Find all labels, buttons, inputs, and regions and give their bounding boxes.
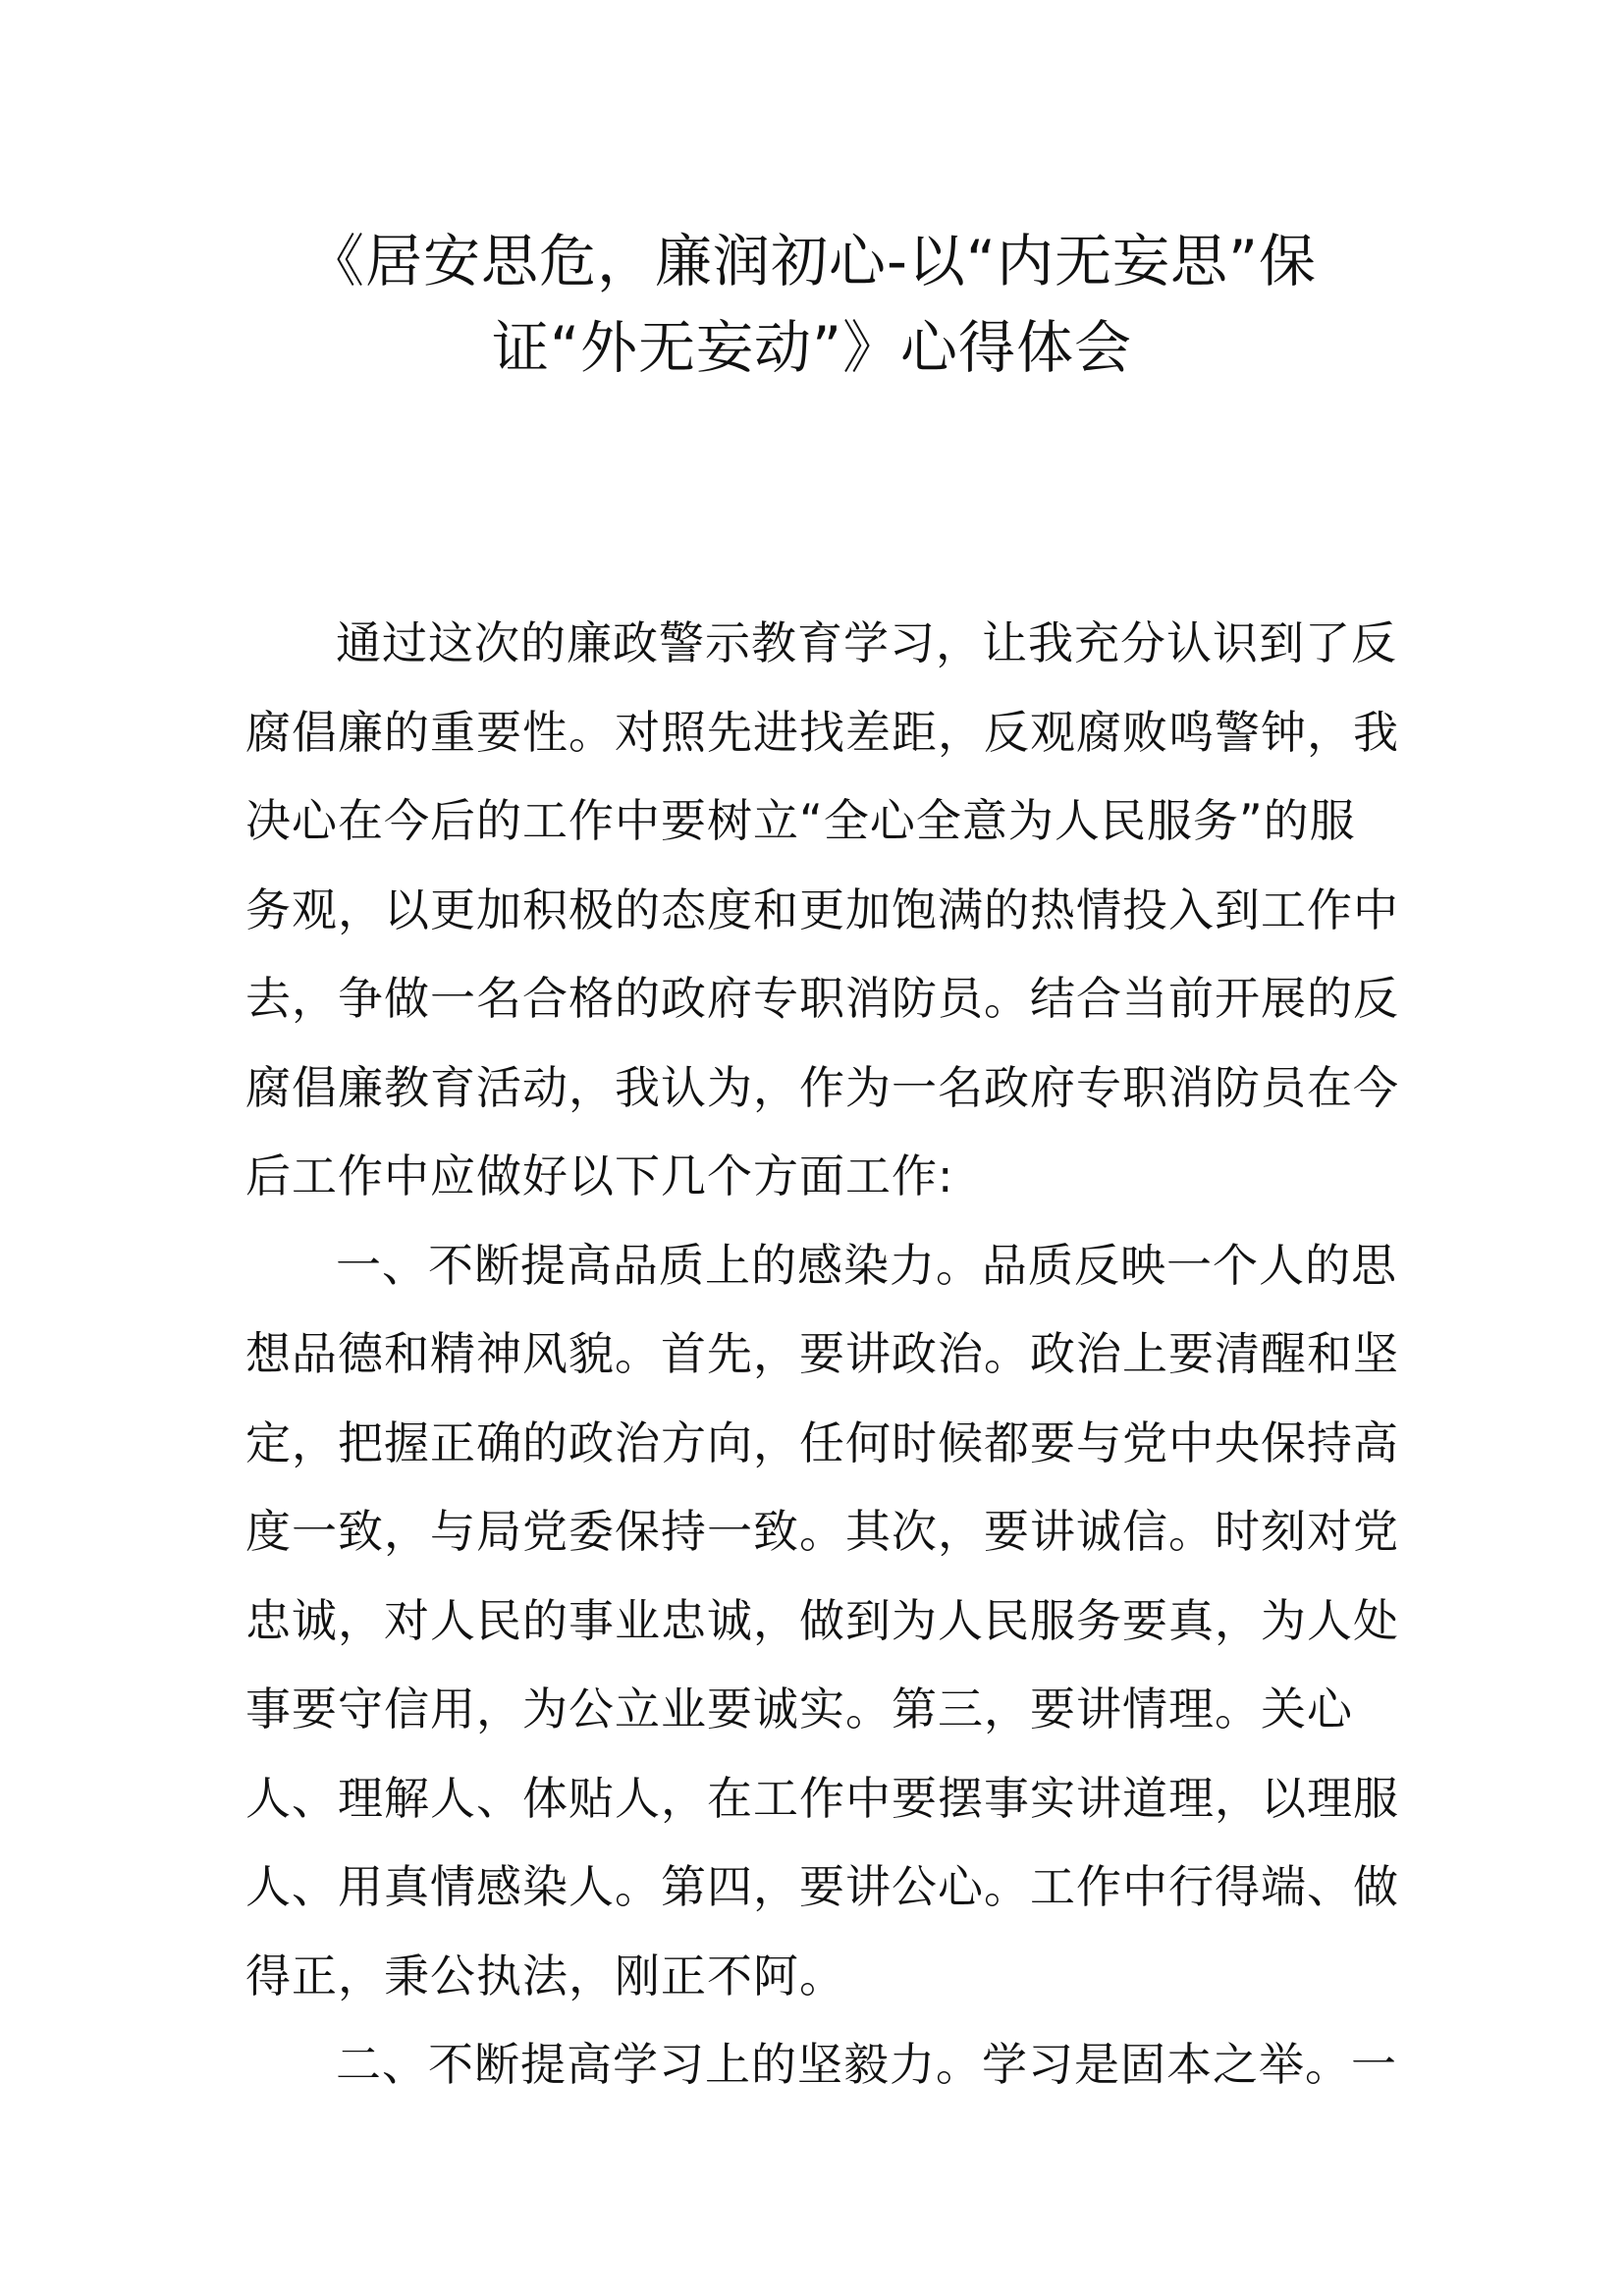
document-body bbox=[245, 599, 1399, 2109]
text-line: 一、不断提高品质上的感染力。品质反映一个人的思 bbox=[336, 1238, 1397, 1292]
paragraph-intro bbox=[245, 599, 1399, 1221]
text-line: 腐倡廉教育活动，我认为，作为一名政府专职消防员在今 bbox=[245, 1060, 1399, 1114]
text-line: 二、不断提高学习上的坚毅力。学习是固本之举。一 bbox=[336, 2038, 1397, 2091]
text-line: 事要守信用，为公立业要诚实。第三，要讲情理。关心 bbox=[245, 1682, 1353, 1735]
title-line: 《居安思危，廉润初心-以“内无妄思”保 bbox=[306, 228, 1318, 294]
paragraph-point-one bbox=[245, 1221, 1399, 2021]
text-line: 去，争做一名合格的政府专职消防员。结合当前开展的反 bbox=[245, 972, 1399, 1025]
text-line: 得正，秉公执法，刚正不阿。 bbox=[245, 1949, 845, 2002]
text-line: 度一致，与局党委保持一致。其次，要讲诚信。时刻对党 bbox=[245, 1505, 1399, 1558]
text-line: 决心在今后的工作中要树立“全心全意为人民服务”的服 bbox=[245, 794, 1356, 847]
document-title bbox=[196, 218, 1428, 391]
paragraph-point-two bbox=[245, 2020, 1397, 2109]
text-line: 人、用真情感染人。第四，要讲公心。工作中行得端、做 bbox=[245, 1860, 1399, 1913]
text-line: 定，把握正确的政治方向，任何时候都要与党中央保持高 bbox=[245, 1415, 1399, 1469]
text-line: 人、理解人、体贴人，在工作中要摆事实讲道理，以理服 bbox=[245, 1771, 1399, 1825]
title-line: 证“外无妄动”》心得体会 bbox=[491, 314, 1133, 381]
text-line: 腐倡廉的重要性。对照先进找差距，反观腐败鸣警钟，我 bbox=[245, 705, 1399, 759]
text-line: 忠诚，对人民的事业忠诚，做到为人民服务要真，为人处 bbox=[245, 1593, 1399, 1647]
text-line: 通过这次的廉政警示教育学习，让我充分认识到了反 bbox=[336, 616, 1397, 669]
text-line: 后工作中应做好以下几个方面工作: bbox=[245, 1149, 954, 1202]
text-line: 想品德和精神风貌。首先，要讲政治。政治上要清醒和坚 bbox=[245, 1327, 1399, 1380]
text-line: 务观，以更加积极的态度和更加饱满的热情投入到工作中 bbox=[245, 882, 1399, 936]
